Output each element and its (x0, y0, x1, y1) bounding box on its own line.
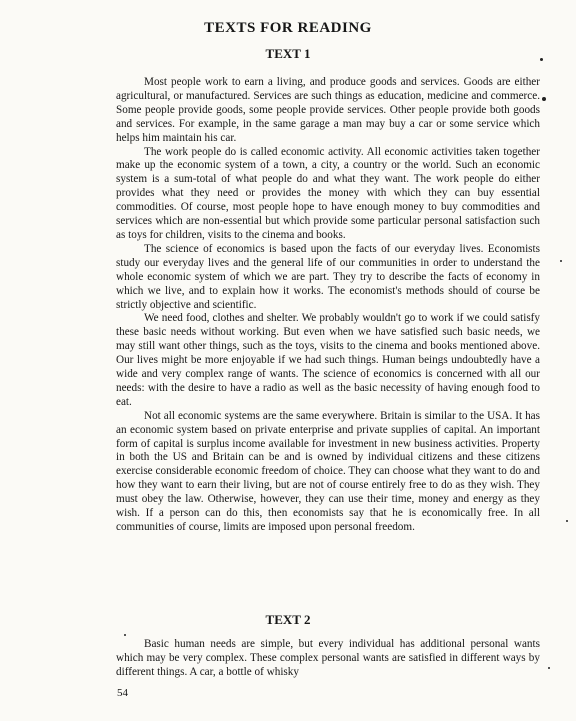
text1-paragraph: The science of economics is based upon the facts of our everyday lives. Economists study our everyday lives and the general life of our communities in order to understand the whole economic system of which we are part. They try to describe the facts of economy in which we live, and to explain how it works. The economist's methods should of course be strictly objective and scientific. (116, 242, 540, 311)
ink-speck (566, 520, 568, 522)
ink-speck (560, 260, 562, 262)
text2-paragraph: Basic human needs are simple, but every individual has additional personal wants which may be very complex. These complex personal wants are satisfied in different ways by different things. A car, a bottle of whisky (116, 638, 540, 678)
page-title: TEXTS FOR READING (204, 20, 372, 36)
text1-body (116, 76, 540, 535)
text2-body (116, 638, 540, 680)
ink-speck (548, 667, 550, 669)
ink-speck (124, 634, 126, 636)
text2-heading: TEXT 2 (265, 612, 311, 627)
text1-paragraph: Most people work to earn a living, and produce goods and services. Goods are either agricultural, or manufactured. Services are such things as education, medicine and commerce. Some people provide goods, some people provide services. Other people provide both goods and services. For example, in the same garage a man may buy a car or some service which helps him maintain his car. (116, 76, 540, 144)
text1-paragraph: The work people do is called economic activity. All economic activities taken together make up the economic system of a town, a city, a country or the world. Such an economic system is a sum-total of what people do and what they want. The work people do either provides what they need or provides the money with which they can buy essential commodities. Of course, most people hope to have enough money to buy commodities and services which are non-essential but which provide some particular personal satisfaction such as toys for children, visits to the cinema and books. (116, 145, 540, 241)
text1-paragraph: Not all economic systems are the same everywhere. Britain is similar to the USA. It has an economic system based on private enterprise and private supplies of capital. An important form of capital is surplus income available for investment in new business activities. Property in both the US and Britain can be and is owned by individual citizens and these citizens exercise considerable economic freedom of choice. They can choose what they want to do and how they want to earn their living, but are not of course entirely free to do as they wish. They must obey the law. Otherwise, however, they can use their time, money and energy as they wish. If a person can do this, then economists say that he is economically free. In all communities of course, limits are imposed upon personal freedom. (116, 409, 540, 533)
text1-paragraph: We need food, clothes and shelter. We probably wouldn't go to work if we could satisfy these basic needs without working. But even when we have satisfied such basic needs, we may still want other things, such as the toys, visits to the cinema and books mentioned above. Our lives might be more enjoyable if we had such things. Human beings undoubtedly have a wide and very complex range of wants. The science of economics is concerned with all our needs: with the desire to have a radio as well as the basic necessity of having enough food to eat. (116, 312, 540, 408)
page-number: 54 (117, 687, 128, 699)
text1-heading: TEXT 1 (265, 46, 311, 61)
ink-speck (542, 97, 546, 101)
